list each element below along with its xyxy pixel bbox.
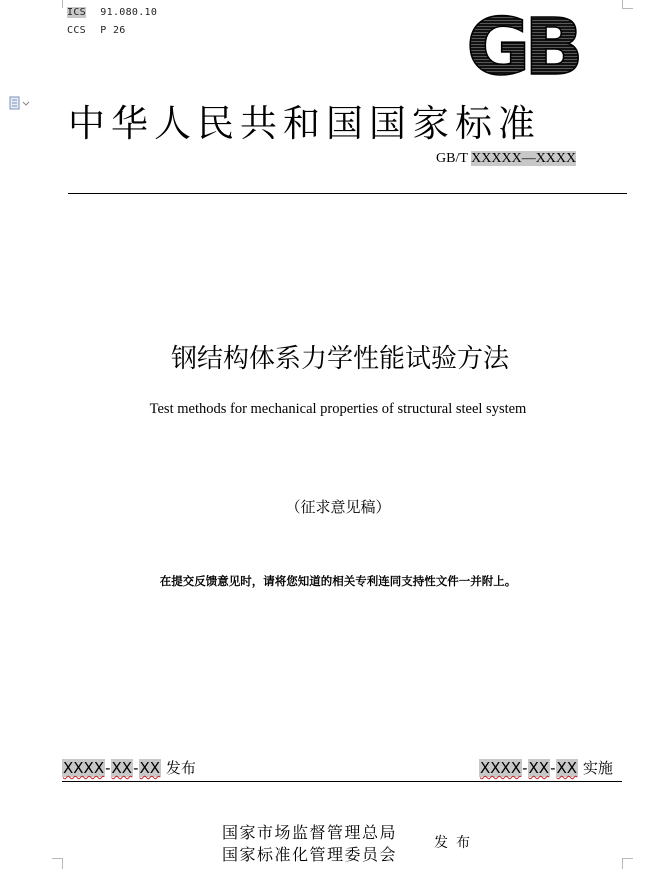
implement-year: XXXX xyxy=(480,759,522,777)
crop-mark-top-left xyxy=(52,0,63,8)
issuer-line-2: 国家标准化管理委员会 xyxy=(222,847,398,864)
implement-label: 实施 xyxy=(582,759,613,777)
issuer-label: 发布 xyxy=(434,836,478,851)
ccs-label: CCS xyxy=(67,25,86,36)
draft-status: （征求意见稿） xyxy=(285,498,391,516)
crop-mark-top-right xyxy=(622,0,633,9)
standard-prefix: GB/T xyxy=(436,151,468,166)
implement-month: XX xyxy=(528,759,550,777)
title-en: Test methods for mechanical properties of structural steel system xyxy=(149,401,527,417)
release-year: XXXX xyxy=(63,759,105,777)
crop-mark-bottom-right xyxy=(622,858,633,869)
ccs-value: P 26 xyxy=(100,25,126,36)
ics-line xyxy=(67,7,157,18)
release-sep-1: - xyxy=(105,759,111,777)
standard-code: XXXXX—XXXX xyxy=(471,151,577,166)
implement-sep-1: - xyxy=(522,759,528,777)
release-label: 发布 xyxy=(165,759,196,777)
document-outline-icon[interactable] xyxy=(9,95,31,109)
patent-notice: 在提交反馈意见时，请将您知道的相关专利连同支持性文件一并附上。 xyxy=(159,574,517,588)
issuer-line-1: 国家市场监督管理总局 xyxy=(222,825,398,842)
standard-number xyxy=(436,151,576,167)
implement-day: XX xyxy=(556,759,578,777)
header-rule xyxy=(68,193,627,194)
ics-value: 91.080.10 xyxy=(100,7,158,18)
title-cn: 钢结构体系力学性能试验方法 xyxy=(170,344,509,374)
ccs-line xyxy=(67,25,126,36)
gb-logo xyxy=(455,10,590,82)
ics-label: ICS xyxy=(67,7,86,18)
gb-logo-text: GB xyxy=(466,10,578,82)
footer-rule xyxy=(62,781,622,782)
implement-date xyxy=(479,757,613,778)
release-day: XX xyxy=(139,759,161,777)
org-title: 中华人民共和国国家标准 xyxy=(68,104,541,145)
release-sep-2: - xyxy=(133,759,139,777)
release-month: XX xyxy=(111,759,133,777)
implement-sep-2: - xyxy=(550,759,556,777)
release-date xyxy=(62,757,196,778)
crop-mark-bottom-left xyxy=(52,858,63,869)
